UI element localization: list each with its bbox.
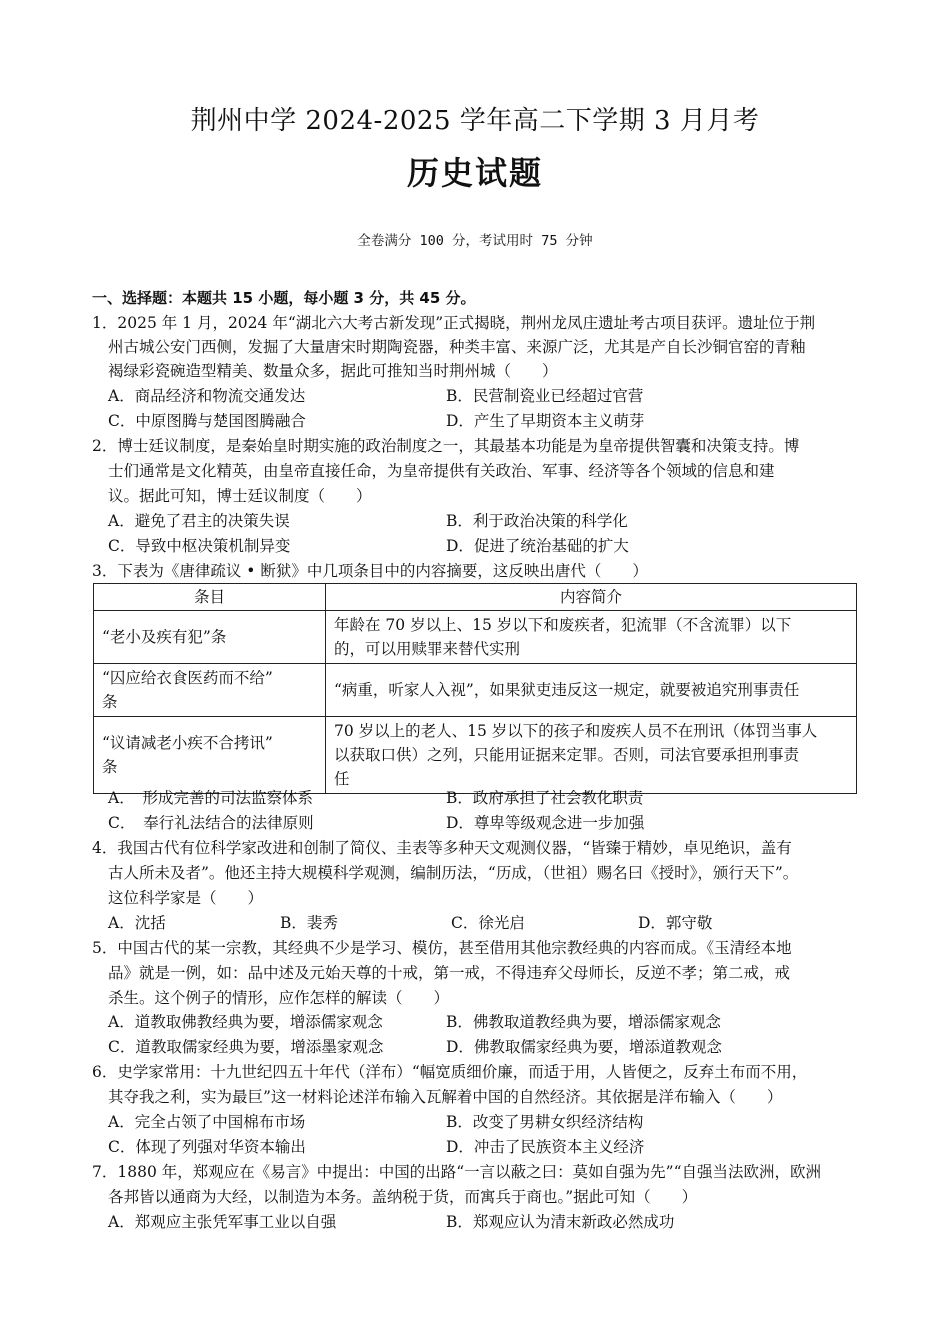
q3-option-b[interactable]: B．政府承担了社会教化职责 bbox=[446, 789, 644, 807]
q6-option-b[interactable]: B．改变了男耕女织经济结构 bbox=[446, 1113, 644, 1131]
cell-line: “病重，听家人入视”，如果狱吏违反这一规定，就要被追究刑事责任 bbox=[334, 681, 800, 699]
cell-line: 条 bbox=[102, 693, 118, 711]
table-row bbox=[94, 664, 857, 717]
table-content-cell bbox=[326, 664, 857, 717]
q2-option-a[interactable]: A．避免了君主的决策失误 bbox=[108, 512, 290, 530]
q6-option-a[interactable]: A．完全占领了中国棉布市场 bbox=[108, 1113, 306, 1131]
q3-stem-line: 3．下表为《唐律疏议 • 断狱》中几项条目中的内容摘要，这反映出唐代（ ） bbox=[92, 562, 648, 580]
q4-stem-line: 古人所未及者”。他还主持大规模科学观测，编制历法，“历成，（世祖）赐名曰《授时》，颁行天下”。 bbox=[108, 864, 799, 882]
q2-option-d[interactable]: D．促进了统治基础的扩大 bbox=[446, 537, 629, 555]
table-item-cell bbox=[94, 664, 326, 717]
cell-line: 任 bbox=[334, 770, 350, 788]
cell-line: 年龄在 70 岁以上、15 岁以下和废疾者，犯流罪（不含流罪）以下 bbox=[334, 616, 792, 634]
q1-option-b[interactable]: B．民营制瓷业已经超过官营 bbox=[446, 387, 644, 405]
q2-stem-line: 2．博士廷议制度，是秦始皇时期实施的政治制度之一，其最基本功能是为皇帝提供智囊和决策支持。博 bbox=[92, 437, 800, 455]
q4-option-d[interactable]: D．郭守敬 bbox=[638, 914, 713, 932]
table-header-cell: 条目 bbox=[94, 584, 326, 611]
q5-option-d[interactable]: D．佛教取儒家经典为要，增添道教观念 bbox=[446, 1038, 722, 1056]
q5-option-b[interactable]: B．佛教取道教经典为要，增添儒家观念 bbox=[446, 1013, 721, 1031]
q6-option-c[interactable]: C．体现了列强对华资本输出 bbox=[108, 1138, 306, 1156]
q6-stem-line: 6．史学家常用：十九世纪四五十年代（洋布）“幅宽质细价廉，而适于用，人皆便之，反弃土布而不用， bbox=[92, 1063, 808, 1081]
q2-option-c[interactable]: C．导致中枢决策机制异变 bbox=[108, 537, 291, 555]
q1-option-d[interactable]: D．产生了早期资本主义萌芽 bbox=[446, 412, 645, 430]
cell-line: “囚应给衣食医药而不给” bbox=[102, 669, 273, 687]
q6-stem-line: 其夺我之利，实为最巨”这一材料论述洋布输入瓦解着中国的自然经济。其依据是洋布输入（ ） bbox=[108, 1088, 783, 1106]
q7-stem-line: 7．1880 年，郑观应在《易言》中提出：中国的出路“一言以蔽之曰：莫如自强为先”“自强当法欧洲，欧洲 bbox=[92, 1163, 822, 1181]
cell-line: 70 岁以上的老人、15 岁以下的孩子和废疾人员不在刑讯（体罚当事人 bbox=[334, 722, 818, 740]
cell-line: 以获取口供）之列，只能用证据来定罪。否则，司法官要承担刑事责 bbox=[334, 746, 800, 764]
q7-stem-line: 各邦皆以通商为大经，以制造为本务。盖纳税于货，而寓兵于商也。”据此可知（ ） bbox=[108, 1188, 698, 1206]
q1-stem-line: 州古城公安门西侧，发掘了大量唐宋时期陶瓷器，种类丰富、来源广泛，尤其是产自长沙铜官窑的青釉 bbox=[108, 338, 806, 356]
q4-option-c[interactable]: C．徐光启 bbox=[451, 914, 525, 932]
q5-stem-line: 杀生。这个例子的情形，应作怎样的解读（ ） bbox=[108, 989, 450, 1007]
exam-title: 荆州中学 2024-2025 学年高二下学期 3 月月考 bbox=[190, 106, 760, 136]
q1-option-c[interactable]: C．中原图腾与楚国图腾融合 bbox=[108, 412, 306, 430]
q5-option-a[interactable]: A．道教取佛教经典为要，增添儒家观念 bbox=[108, 1013, 383, 1031]
q4-stem-line: 这位科学家是（ ） bbox=[108, 889, 264, 907]
q6-option-d[interactable]: D．冲击了民族资本主义经济 bbox=[446, 1138, 645, 1156]
q3-option-d[interactable]: D．尊卑等级观念进一步加强 bbox=[446, 814, 645, 832]
q3-option-c[interactable]: C． 奉行礼法结合的法律原则 bbox=[108, 814, 314, 832]
q1-stem-line: 褐绿彩瓷碗造型精美、数量众多，据此可推知当时荆州城（ ） bbox=[108, 362, 558, 380]
q4-option-b[interactable]: B．裴秀 bbox=[280, 914, 338, 932]
table-row bbox=[94, 611, 857, 664]
q2-stem-line: 士们通常是文化精英，由皇帝直接任命，为皇帝提供有关政治、军事、经济等各个领域的信息和建 bbox=[108, 462, 775, 480]
table-header-cell: 内容简介 bbox=[326, 584, 857, 611]
q5-stem-line: 5．中国古代的某一宗教，其经典不少是学习、模仿，甚至借用其他宗教经典的内容而成。《玉清经本地 bbox=[92, 939, 792, 957]
cell-line: “议请减老小疾不合拷讯” bbox=[102, 734, 273, 752]
q5-option-c[interactable]: C．道教取儒家经典为要，增添墨家观念 bbox=[108, 1038, 384, 1056]
q1-option-a[interactable]: A．商品经济和物流交通发达 bbox=[108, 387, 306, 405]
q1-stem-line: 1．2025 年 1 月，2024 年“湖北六大考古新发现”正式揭晓，荆州龙凤庄遗址考古项目获评。遗址位于荆 bbox=[92, 314, 816, 332]
table-content-cell bbox=[326, 611, 857, 664]
table-item-cell bbox=[94, 717, 326, 794]
q2-option-b[interactable]: B．利于政治决策的科学化 bbox=[446, 512, 628, 530]
exam-meta: 全卷满分 100 分，考试用时 75 分钟 bbox=[357, 233, 593, 249]
section-heading: 一、选择题：本题共 15 小题，每小题 3 分，共 45 分。 bbox=[92, 289, 476, 307]
q4-stem-line: 4．我国古代有位科学家改进和创制了简仪、圭表等多种天文观测仪器，“皆臻于精妙，卓见绝识，盖有 bbox=[92, 839, 792, 857]
table-header-row bbox=[94, 584, 857, 611]
table-content-cell bbox=[326, 717, 857, 794]
table-item-cell bbox=[94, 611, 326, 664]
q3-option-a[interactable]: A． 形成完善的司法监察体系 bbox=[108, 789, 313, 807]
q7-option-a[interactable]: A．郑观应主张凭军事工业以自强 bbox=[108, 1213, 337, 1231]
q4-option-a[interactable]: A．沈括 bbox=[108, 914, 166, 932]
table-row bbox=[94, 717, 857, 794]
subject-title: 历史试题 bbox=[406, 154, 543, 192]
tang-code-table bbox=[93, 583, 857, 794]
cell-line: “老小及疾有犯”条 bbox=[102, 628, 227, 646]
q2-stem-line: 议。据此可知，博士廷议制度（ ） bbox=[108, 487, 372, 505]
cell-line: 的，可以用赎罪来替代实刑 bbox=[334, 640, 521, 658]
q7-option-b[interactable]: B．郑观应认为清末新政必然成功 bbox=[446, 1213, 675, 1231]
q5-stem-line: 品》就是一例，如：品中述及元始天尊的十戒，第一戒，不得违弃父母师长，反逆不孝；第二戒，戒 bbox=[108, 964, 791, 982]
cell-line: 条 bbox=[102, 758, 118, 776]
